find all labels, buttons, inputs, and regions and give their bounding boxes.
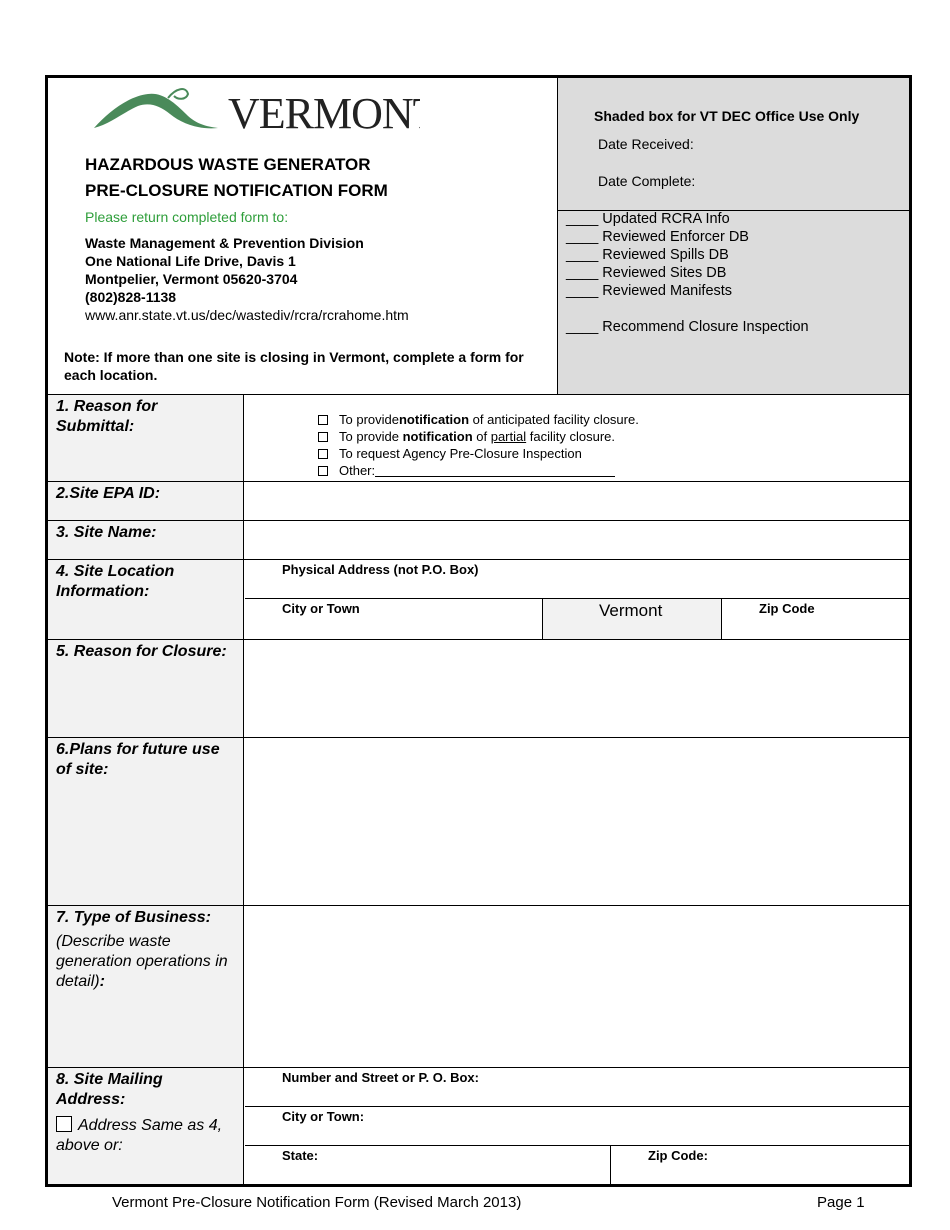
form-frame bbox=[45, 75, 912, 1187]
checkbox-partial[interactable] bbox=[318, 432, 328, 442]
mailing-zip-input[interactable] bbox=[611, 1146, 909, 1184]
opt2-text-underline: partial bbox=[490, 429, 527, 444]
same-address-option[interactable]: Address Same as 4, above or: bbox=[56, 1117, 223, 1154]
mailing-street-label: Number and Street or P. O. Box: bbox=[282, 1070, 479, 1085]
section-mailing-address bbox=[48, 1068, 909, 1184]
future-use-input[interactable] bbox=[245, 738, 909, 905]
reason-submittal-label: 1. Reason for Submittal: bbox=[48, 395, 244, 481]
site-location-label: 4. Site Location Information: bbox=[48, 560, 244, 639]
reason-closure-input[interactable] bbox=[245, 640, 909, 737]
option-partial-closure[interactable] bbox=[318, 429, 615, 444]
office-dates-box bbox=[558, 78, 909, 211]
city-town-label: City or Town bbox=[282, 601, 360, 616]
business-type-input[interactable] bbox=[245, 906, 909, 1067]
section-business-type bbox=[48, 906, 909, 1068]
opt2-text-mid: of bbox=[472, 429, 491, 444]
opt1-text-b: of anticipated facility closure. bbox=[469, 412, 639, 427]
footer-page-number: Page 1 bbox=[817, 1194, 865, 1211]
section-reason-closure bbox=[48, 640, 909, 738]
check-manifests: ____ Reviewed Manifests bbox=[566, 283, 733, 299]
section-future-use bbox=[48, 738, 909, 906]
check-enforcer-db: ____ Reviewed Enforcer DB bbox=[566, 229, 749, 245]
opt1-text-bold: notification bbox=[398, 412, 470, 427]
mailing-label-box bbox=[48, 1068, 244, 1184]
svg-text:VERMONT: VERMONT bbox=[228, 89, 420, 132]
business-type-label-box bbox=[48, 906, 244, 1067]
mailing-zip-label: Zip Code: bbox=[648, 1148, 708, 1163]
mailing-state-input[interactable] bbox=[245, 1146, 611, 1184]
return-instruction: Please return completed form to: bbox=[85, 209, 289, 225]
section-site-location bbox=[48, 560, 909, 640]
opt2-text-b: facility closure. bbox=[526, 429, 616, 444]
epa-id-label: 2.Site EPA ID: bbox=[48, 482, 244, 520]
other-input-line[interactable] bbox=[375, 465, 615, 477]
date-complete-label: Date Complete: bbox=[598, 173, 696, 189]
phone-number: (802)828-1138 bbox=[85, 289, 177, 305]
vermont-logo bbox=[90, 84, 420, 132]
mailing-city-label: City or Town: bbox=[282, 1109, 365, 1124]
division-name: Waste Management & Prevention Division bbox=[85, 235, 364, 251]
mailing-address-label: 8. Site Mailing Address: bbox=[56, 1071, 163, 1108]
opt1-text-a: To provide bbox=[339, 412, 399, 427]
section-site-name bbox=[48, 521, 909, 560]
section-reason-submittal bbox=[48, 395, 909, 482]
check-closure-inspection: ____ Recommend Closure Inspection bbox=[566, 319, 809, 335]
mailing-city-input[interactable] bbox=[245, 1107, 909, 1146]
site-name-label: 3. Site Name: bbox=[48, 521, 244, 559]
checkbox-inspection[interactable] bbox=[318, 449, 328, 459]
checkbox-anticipated[interactable] bbox=[318, 415, 328, 425]
date-received-label: Date Received: bbox=[598, 136, 694, 152]
reason-closure-label: 5. Reason for Closure: bbox=[48, 640, 244, 737]
check-spills-db: ____ Reviewed Spills DB bbox=[566, 247, 729, 263]
future-use-label: 6.Plans for future use of site: bbox=[48, 738, 244, 905]
office-use-panel bbox=[558, 78, 909, 395]
form-title-line2: PRE-CLOSURE NOTIFICATION FORM bbox=[85, 181, 388, 200]
zip-code-label: Zip Code bbox=[759, 601, 815, 616]
multi-site-note: Note: If more than one site is closing in Vermont, complete a form for each location. bbox=[64, 349, 524, 383]
section-epa-id bbox=[48, 482, 909, 521]
website-url[interactable]: www.anr.state.vt.us/dec/wastediv/rcra/rcrahome.htm bbox=[85, 307, 409, 323]
mailing-state-label: State: bbox=[282, 1148, 319, 1163]
same-address-checkbox[interactable] bbox=[56, 1116, 72, 1132]
business-type-sublabel: (Describe waste generation operations in detail): bbox=[56, 933, 228, 990]
site-name-input[interactable] bbox=[245, 521, 909, 559]
opt4-text: Other: bbox=[339, 463, 376, 478]
option-other[interactable] bbox=[318, 463, 615, 478]
business-type-label: 7. Type of Business: bbox=[56, 909, 211, 926]
opt2-text-bold: notification bbox=[402, 429, 473, 444]
footer-form-name: Vermont Pre-Closure Notification Form (Revised March 2013) bbox=[112, 1194, 522, 1211]
checkbox-other[interactable] bbox=[318, 466, 328, 476]
zip-code-input[interactable] bbox=[722, 599, 909, 639]
header-info-panel bbox=[48, 78, 558, 395]
option-anticipated-closure[interactable] bbox=[318, 412, 639, 427]
epa-id-input[interactable] bbox=[245, 482, 909, 520]
state-value: Vermont bbox=[599, 601, 663, 620]
form-title-line1: HAZARDOUS WASTE GENERATOR bbox=[85, 155, 371, 174]
check-sites-db: ____ Reviewed Sites DB bbox=[566, 265, 727, 281]
opt2-text-a: To provide bbox=[339, 429, 403, 444]
physical-address-input[interactable] bbox=[245, 560, 909, 599]
check-updated-rcra: ____ Updated RCRA Info bbox=[566, 211, 730, 227]
city-town-input[interactable] bbox=[245, 599, 543, 639]
opt3-text: To request Agency Pre-Closure Inspection bbox=[339, 446, 582, 461]
office-use-title: Shaded box for VT DEC Office Use Only bbox=[594, 108, 860, 124]
vermont-mountain-logo-icon bbox=[90, 84, 420, 132]
physical-address-label: Physical Address (not P.O. Box) bbox=[282, 562, 479, 577]
city-address: Montpelier, Vermont 05620-3704 bbox=[85, 271, 298, 287]
option-request-inspection[interactable] bbox=[318, 446, 582, 461]
state-box bbox=[543, 599, 722, 639]
street-address: One National Life Drive, Davis 1 bbox=[85, 253, 296, 269]
mailing-street-input[interactable] bbox=[245, 1068, 909, 1107]
